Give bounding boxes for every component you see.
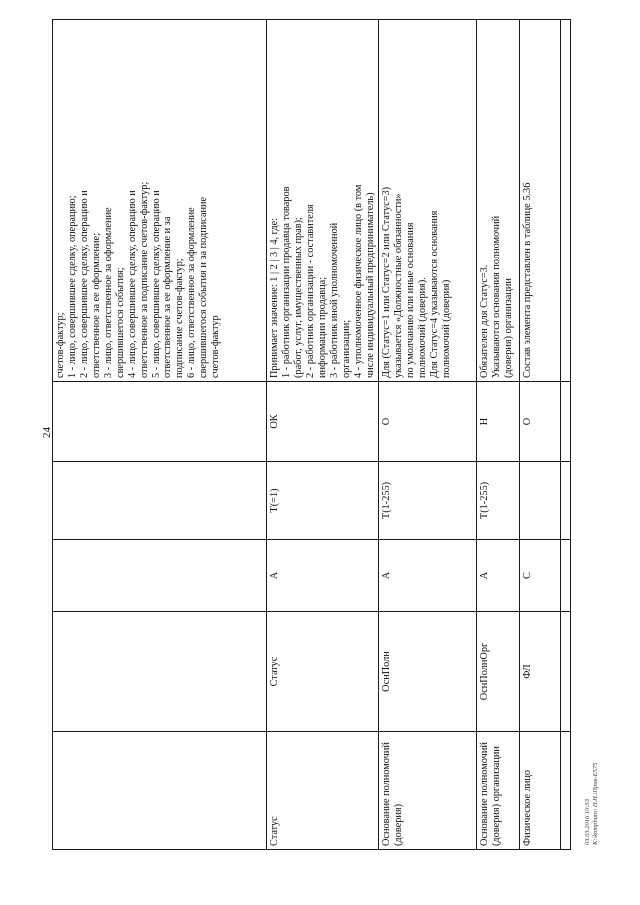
description-line: 5 - лицо, совершившее сделку, операцию и	[150, 190, 162, 378]
description-line: 2 - работник организации - составителя	[304, 204, 316, 378]
table-row-empty	[561, 20, 571, 850]
footer-file-path: К:\kompburo\ П.Н.\Прик-Е575	[591, 762, 599, 845]
description-line: (доверия) организации	[503, 278, 515, 378]
description-line: полномочий (доверия)	[441, 279, 453, 378]
description-line: Для (Статус=1 или Статус=2 или Статус=3)	[381, 186, 393, 378]
description-line: по умолчанию или иные основания	[405, 222, 417, 378]
cell-name: Статус	[267, 732, 379, 850]
description-line: (работ, услуг, имущественных прав);	[292, 217, 304, 378]
cell-format	[520, 462, 561, 540]
description-line: 4 - лицо, совершившее сделку, операцию и	[126, 190, 138, 378]
description-line: счетов-фактур	[210, 315, 222, 378]
cell-required	[53, 382, 267, 462]
description-line: ответственное за ее оформление;	[90, 233, 102, 378]
cell-description	[53, 20, 267, 382]
cell-name	[53, 732, 267, 850]
description-line: 1 - работник организации продавца товаров	[280, 186, 292, 378]
table-row-osn-poln	[379, 20, 477, 850]
table-row-continuation	[53, 20, 267, 850]
description-line: Состав элемента представлен в таблице 5.36	[522, 182, 534, 378]
description-line: счетов-фактур;	[55, 312, 66, 378]
cell-empty	[561, 382, 571, 462]
description-line: Для Статус=4 указываются основания	[429, 210, 441, 378]
cell-name: Основание полномочий (доверия) организации	[477, 732, 520, 850]
cell-type	[53, 540, 267, 612]
description-line: 6 - лицо, ответственное за оформление	[186, 207, 198, 378]
cell-empty	[561, 20, 571, 382]
description-line: 3 - работник иной уполномоченной	[328, 222, 340, 378]
cell-description	[520, 20, 561, 382]
cell-code: ОснПолнОрг	[477, 612, 520, 732]
cell-code: Статус	[267, 612, 379, 732]
description-line: числе индивидуальный предприниматель)	[364, 192, 376, 378]
description-line: ответственное за ее оформление и за	[162, 216, 174, 378]
description-line: 1 - лицо, совершившее сделку, операцию;	[66, 195, 78, 378]
cell-description	[379, 20, 477, 382]
description-line: информации продавца;	[316, 276, 328, 378]
cell-required: О	[379, 382, 477, 462]
cell-type: А	[379, 540, 477, 612]
cell-format: Т(1-255)	[477, 462, 520, 540]
cell-required: ОК	[267, 382, 379, 462]
description-line: ответственное за подписание счетов-фактур;	[138, 181, 150, 378]
cell-description	[477, 20, 520, 382]
cell-name: Основание полномочий (доверия)	[379, 732, 477, 850]
description-line: Указываются основания полномочий	[491, 215, 503, 378]
table-row-osn-poln-org	[477, 20, 520, 850]
cell-empty	[561, 732, 571, 850]
cell-empty	[561, 462, 571, 540]
footer-note	[584, 763, 600, 845]
cell-format: Т(=1)	[267, 462, 379, 540]
description-line: Принимает значение: 1 | 2 | 3 | 4, где:	[269, 217, 280, 378]
cell-empty	[561, 540, 571, 612]
description-line: 4 - уполномоченное физическое лицо (в том	[352, 184, 364, 378]
page-number: 24	[41, 427, 53, 438]
description-line: указывается «Должностные обязанности»	[393, 193, 405, 378]
cell-type: А	[477, 540, 520, 612]
description-line: 3 - лицо, ответственное за оформление	[102, 207, 114, 378]
cell-code: ОснПолн	[379, 612, 477, 732]
description-line: 2 - лицо, совершившее сделку, операцию и	[78, 190, 90, 378]
cell-name: Физическое лицо	[520, 732, 561, 850]
cell-code	[53, 612, 267, 732]
cell-code: ФЛ	[520, 612, 561, 732]
document-table	[52, 19, 571, 850]
cell-required: О	[520, 382, 561, 462]
description-line: подписание счетов-фактур;	[174, 258, 186, 378]
cell-required: Н	[477, 382, 520, 462]
cell-type: С	[520, 540, 561, 612]
footer-timestamp: 03.03.2016 10:53	[584, 798, 591, 845]
description-line: свершившегося события и за подписание	[198, 196, 210, 378]
table-row-status	[267, 20, 379, 850]
table-row-fl	[520, 20, 561, 850]
description-line: свершившегося события;	[114, 267, 126, 378]
cell-type: А	[267, 540, 379, 612]
cell-format: Т(1-255)	[379, 462, 477, 540]
cell-empty	[561, 612, 571, 732]
description-line: Обязателен для Статус=3.	[479, 264, 491, 378]
description-line: полномочий (доверия).	[417, 277, 429, 378]
description-line: организации;	[340, 319, 352, 378]
cell-format	[53, 462, 267, 540]
cell-description	[267, 20, 379, 382]
